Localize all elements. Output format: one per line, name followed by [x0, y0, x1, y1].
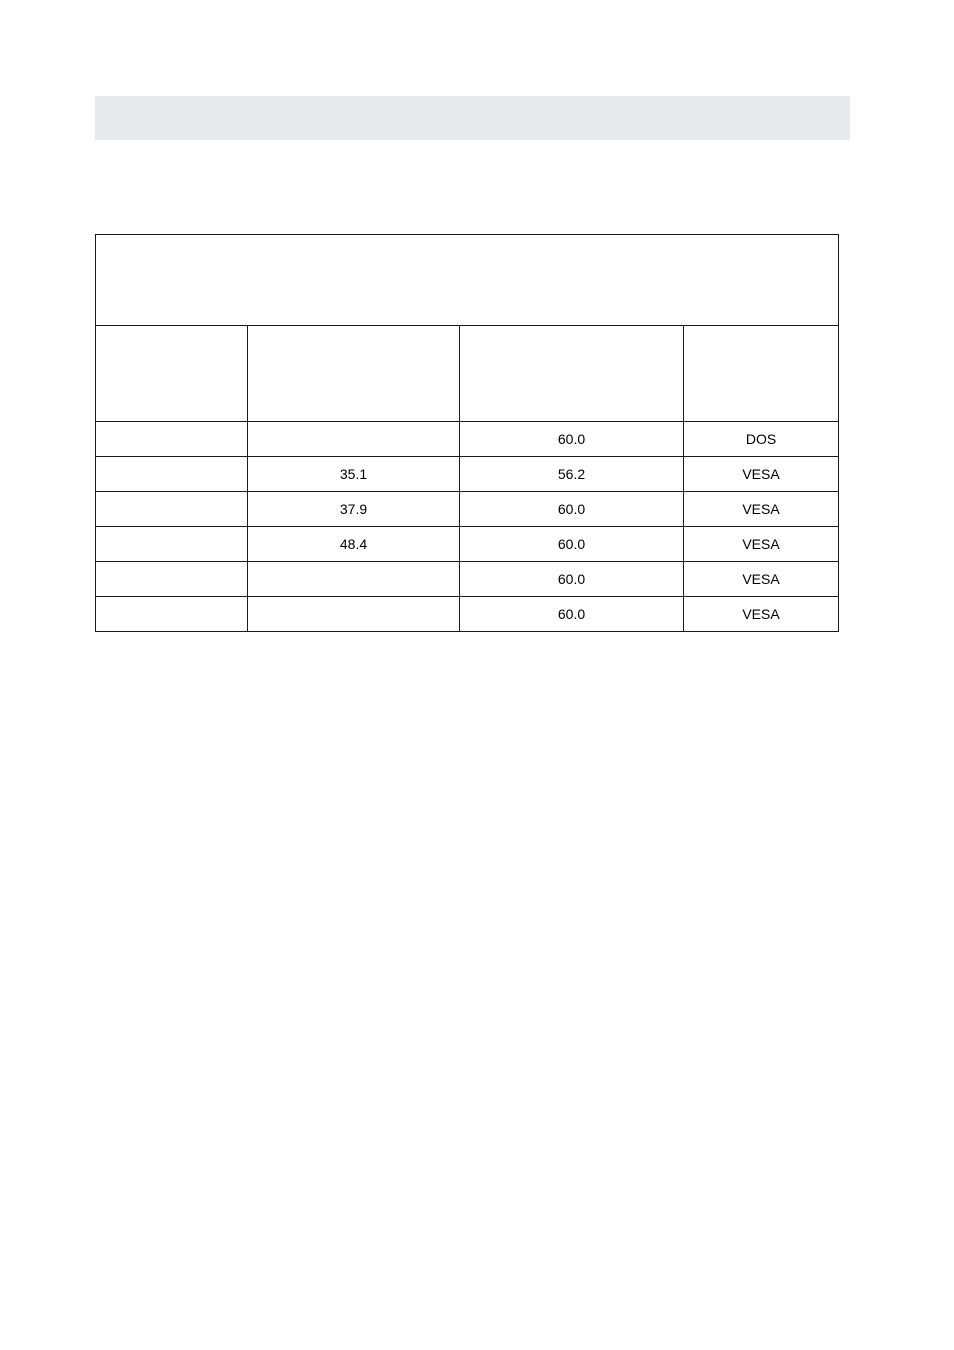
- cell-mode: [96, 597, 248, 632]
- cell-vfreq: 60.0: [460, 527, 684, 562]
- cell-standard: VESA: [684, 527, 839, 562]
- cell-standard: DOS: [684, 422, 839, 457]
- page-title: [95, 96, 850, 108]
- table-header-row: [96, 326, 839, 422]
- table-row: [96, 562, 839, 597]
- cell-mode: [96, 457, 248, 492]
- cell-hfreq: [248, 562, 460, 597]
- cell-standard: VESA: [684, 492, 839, 527]
- cell-standard: VESA: [684, 597, 839, 632]
- cell-hfreq: 37.9: [248, 492, 460, 527]
- table-row: [96, 457, 839, 492]
- cell-standard: VESA: [684, 457, 839, 492]
- cell-vfreq: 60.0: [460, 562, 684, 597]
- table-row: [96, 492, 839, 527]
- cell-vfreq: 60.0: [460, 597, 684, 632]
- cell-vfreq: 56.2: [460, 457, 684, 492]
- cell-hfreq: [248, 597, 460, 632]
- page-header-band: [95, 96, 850, 140]
- cell-standard: VESA: [684, 562, 839, 597]
- cell-mode: [96, 422, 248, 457]
- table-row: [96, 422, 839, 457]
- table-caption-row: [96, 235, 839, 326]
- display-modes-table: [95, 234, 839, 632]
- cell-hfreq: [248, 422, 460, 457]
- table-row: [96, 597, 839, 632]
- column-header-mode: [96, 326, 248, 422]
- cell-mode: [96, 492, 248, 527]
- cell-mode: [96, 527, 248, 562]
- cell-hfreq: 48.4: [248, 527, 460, 562]
- cell-vfreq: 60.0: [460, 422, 684, 457]
- cell-vfreq: 60.0: [460, 492, 684, 527]
- cell-hfreq: 35.1: [248, 457, 460, 492]
- column-header-horizontal-frequency: [248, 326, 460, 422]
- column-header-vertical-frequency: [460, 326, 684, 422]
- table-row: [96, 527, 839, 562]
- column-header-standard: [684, 326, 839, 422]
- cell-mode: [96, 562, 248, 597]
- table-caption: [96, 235, 839, 326]
